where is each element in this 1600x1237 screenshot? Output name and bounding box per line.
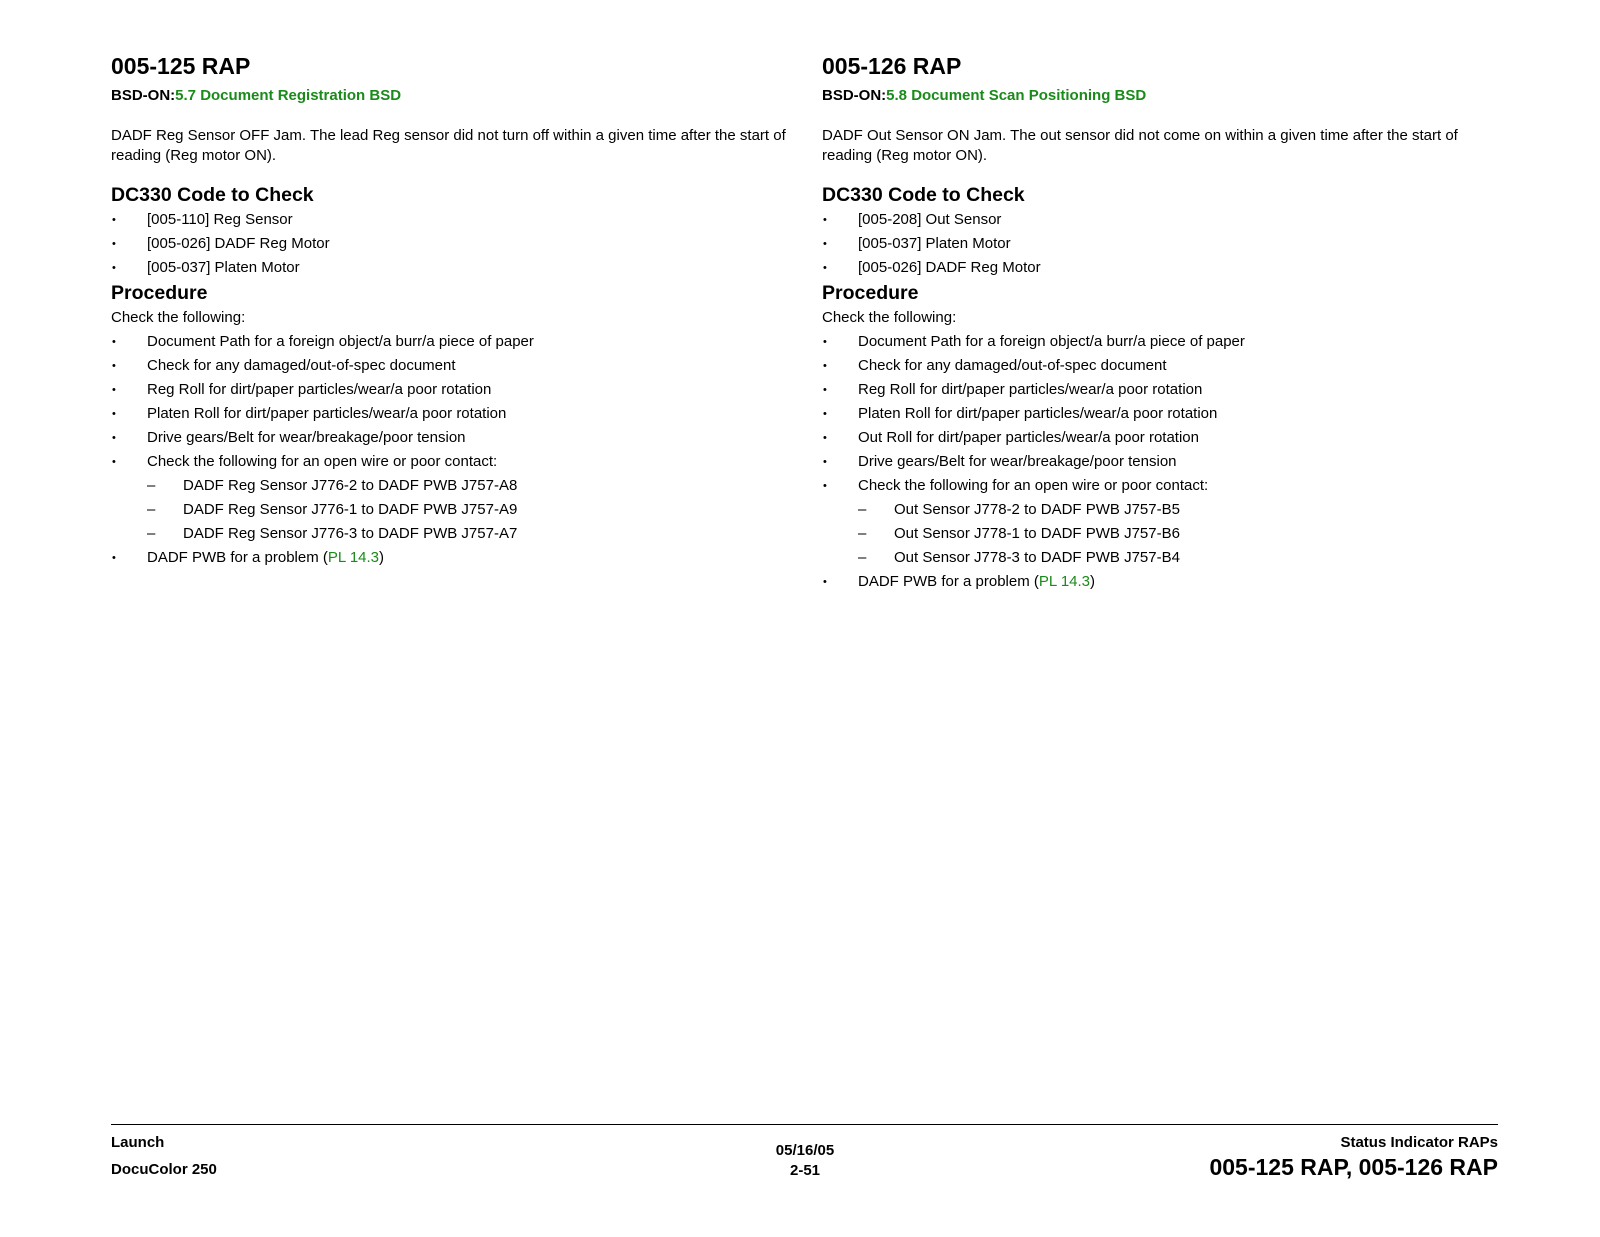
description-right: DADF Out Sensor ON Jam. The out sensor did not come on within a given time after the start of reading (Reg motor ON). xyxy=(822,127,1458,164)
list-item: • [005-037] Platen Motor xyxy=(111,256,791,280)
wire-item: – Out Sensor J778-2 to DADF PWB J757-B5 xyxy=(822,498,1502,522)
page-title-left: 005-125 RAP xyxy=(111,53,251,79)
wire-item: – Out Sensor J778-3 to DADF PWB J757-B4 xyxy=(822,546,1502,570)
list-item: • [005-037] Platen Motor xyxy=(822,232,1502,256)
bsd-line-right xyxy=(822,86,1502,106)
footer-page-title: 005-125 RAP, 005-126 RAP xyxy=(1209,1154,1498,1180)
footer-model: DocuColor 250 xyxy=(111,1161,217,1178)
list-item xyxy=(111,546,791,570)
list-item: • Out Roll for dirt/paper particles/wear/a poor rotation xyxy=(822,426,1502,450)
pl-link-right[interactable]: PL 14.3 xyxy=(1038,573,1091,590)
last-item-suffix: ) xyxy=(1090,573,1096,590)
procedure-heading-left: Procedure xyxy=(111,282,208,304)
footer-date: 05/16/05 xyxy=(775,1142,835,1159)
check-intro-right: Check the following: xyxy=(822,309,957,326)
procedure-list-left xyxy=(111,330,791,570)
list-item: • Drive gears/Belt for wear/breakage/poor tension xyxy=(822,450,1502,474)
wire-item: – Out Sensor J778-1 to DADF PWB J757-B6 xyxy=(822,522,1502,546)
footer-section: Status Indicator RAPs xyxy=(1340,1134,1498,1151)
dc330-list-left xyxy=(111,208,791,280)
list-item: • Reg Roll for dirt/paper particles/wear/a poor rotation xyxy=(822,378,1502,402)
description-left: DADF Reg Sensor OFF Jam. The lead Reg sensor did not turn off within a given time after the start of reading (Reg motor ON). xyxy=(111,127,786,164)
bsd-link-right[interactable]: 5.8 Document Scan Positioning BSD xyxy=(886,87,1147,104)
footer-launch: Launch xyxy=(111,1134,165,1151)
bsd-line-left xyxy=(111,86,791,106)
dc330-heading-left: DC330 Code to Check xyxy=(111,184,314,206)
list-item: • [005-110] Reg Sensor xyxy=(111,208,791,232)
list-item: • Platen Roll for dirt/paper particles/wear/a poor rotation xyxy=(822,402,1502,426)
procedure-heading-right: Procedure xyxy=(822,282,919,304)
pl-link-left[interactable]: PL 14.3 xyxy=(327,549,380,566)
list-item: • Document Path for a foreign object/a burr/a piece of paper xyxy=(111,330,791,354)
bsd-link-left[interactable]: 5.7 Document Registration BSD xyxy=(175,87,402,104)
wire-item: – DADF Reg Sensor J776-3 to DADF PWB J757-A7 xyxy=(111,522,791,546)
wire-item: – DADF Reg Sensor J776-1 to DADF PWB J757-A9 xyxy=(111,498,791,522)
dc330-list-right xyxy=(822,208,1502,280)
footer-page-number: 2-51 xyxy=(789,1162,821,1179)
list-item: • Check the following for an open wire or poor contact: xyxy=(111,450,791,474)
bsd-prefix: BSD-ON: xyxy=(111,87,176,104)
right-column xyxy=(822,52,1502,594)
list-item: • Check for any damaged/out-of-spec document xyxy=(822,354,1502,378)
footer-center xyxy=(700,1141,910,1181)
procedure-list-right xyxy=(822,330,1502,594)
left-column xyxy=(111,52,791,570)
check-intro-left: Check the following: xyxy=(111,309,246,326)
list-item: • [005-026] DADF Reg Motor xyxy=(822,256,1502,280)
last-item-prefix: DADF PWB for a problem ( xyxy=(858,573,1039,590)
list-item: • Drive gears/Belt for wear/breakage/poor tension xyxy=(111,426,791,450)
last-item-prefix: DADF PWB for a problem ( xyxy=(147,549,328,566)
list-item: • Check the following for an open wire or poor contact: xyxy=(822,474,1502,498)
list-item: • [005-208] Out Sensor xyxy=(822,208,1502,232)
bsd-prefix: BSD-ON: xyxy=(822,87,887,104)
wire-item: – DADF Reg Sensor J776-2 to DADF PWB J757-A8 xyxy=(111,474,791,498)
list-item: • Platen Roll for dirt/paper particles/wear/a poor rotation xyxy=(111,402,791,426)
footer-divider xyxy=(111,1124,1498,1125)
last-item-suffix: ) xyxy=(379,549,385,566)
dc330-heading-right: DC330 Code to Check xyxy=(822,184,1025,206)
list-item: • Check for any damaged/out-of-spec document xyxy=(111,354,791,378)
list-item: • Reg Roll for dirt/paper particles/wear/a poor rotation xyxy=(111,378,791,402)
list-item xyxy=(822,570,1502,594)
list-item: • Document Path for a foreign object/a burr/a piece of paper xyxy=(822,330,1502,354)
list-item: • [005-026] DADF Reg Motor xyxy=(111,232,791,256)
page-title-right: 005-126 RAP xyxy=(822,53,962,79)
